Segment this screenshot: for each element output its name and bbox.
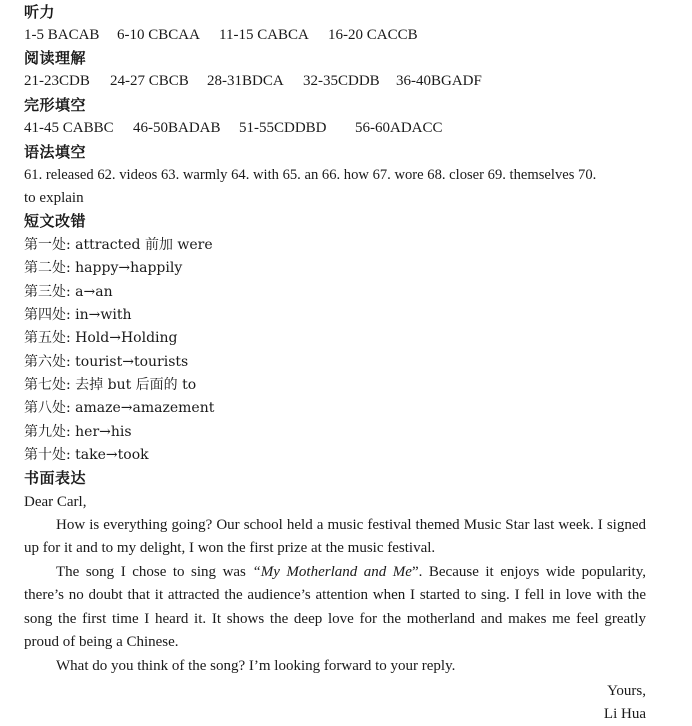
reading-answers [24,71,482,91]
grammar-heading: 语法填空 [24,143,87,161]
answer-group: 56-60ADACC [355,120,443,136]
correction-item: 第四处: in→with [24,307,132,323]
correction-item: 第九处: her→his [24,424,132,440]
letter-paragraph-2 [24,561,646,655]
answer-group: 1-5 BACAB [24,27,100,43]
listening-heading: 听力 [24,3,56,21]
answer-group: 16-20 CACCB [328,27,418,43]
answer-group: 28-31BDCA [207,73,284,89]
answer-group: 6-10 CBCAA [117,27,200,43]
answer-group: 11-15 CABCA [219,27,309,43]
cloze-answers [24,118,443,138]
correction-item: 第七处: 去掉 but 后面的 to [24,377,197,393]
listening-answers [24,25,418,45]
correction-item: 第二处: happy→happily [24,260,183,276]
letter-salutation: Dear Carl, [24,494,87,510]
letter-closing: Yours, [607,683,646,699]
answer-group: 32-35CDDB [303,73,380,89]
reading-heading: 阅读理解 [24,49,87,67]
answer-group: 24-27 CBCB [110,73,189,89]
correction-item: 第三处: a→an [24,284,113,300]
answer-group: 36-40BGADF [396,73,482,89]
cloze-heading: 完形填空 [24,96,87,114]
grammar-answers-line1: 61. released 62. videos 63. warmly 64. with 65. an 66. how 67. wore 68. closer 69. themselves 70. [24,167,597,183]
paragraph-text: The song I chose to sing was [56,564,253,580]
letter-paragraph-1: How is everything going? Our school held a music festival themed Music Star last week. I signed up for it and to my delight, I won the first prize at the music festival. [24,517,646,557]
correction-heading: 短文改错 [24,212,87,230]
letter-paragraph-3: What do you think of the song? I’m looking forward to your reply. [56,658,456,674]
correction-item: 第十处: take→took [24,447,149,463]
answer-group: 21-23CDB [24,73,90,89]
song-title: “My Motherland and Me [252,564,412,580]
answer-group: 46-50BADAB [133,120,221,136]
correction-item: 第一处: attracted 前加 were [24,237,213,253]
correction-item: 第八处: amaze→amazement [24,400,215,416]
paragraph-text: ”. Because it enjoys wide popularity, there’s no doubt that it attracted the audience’s attention when I started to sing. I fell in love with the song the first time I heard it. It shows the deep love for the motherland and makes me feel greatly proud of being a Chinese. [24,564,646,651]
answer-group: 41-45 CABBC [24,120,114,136]
correction-item: 第六处: tourist→tourists [24,354,189,370]
writing-heading: 书面表达 [24,469,87,487]
grammar-answers-line2: to explain [24,190,84,206]
answer-group: 51-55CDDBD [239,120,327,136]
letter-signature: Li Hua [603,706,646,722]
correction-item: 第五处: Hold→Holding [24,330,178,346]
